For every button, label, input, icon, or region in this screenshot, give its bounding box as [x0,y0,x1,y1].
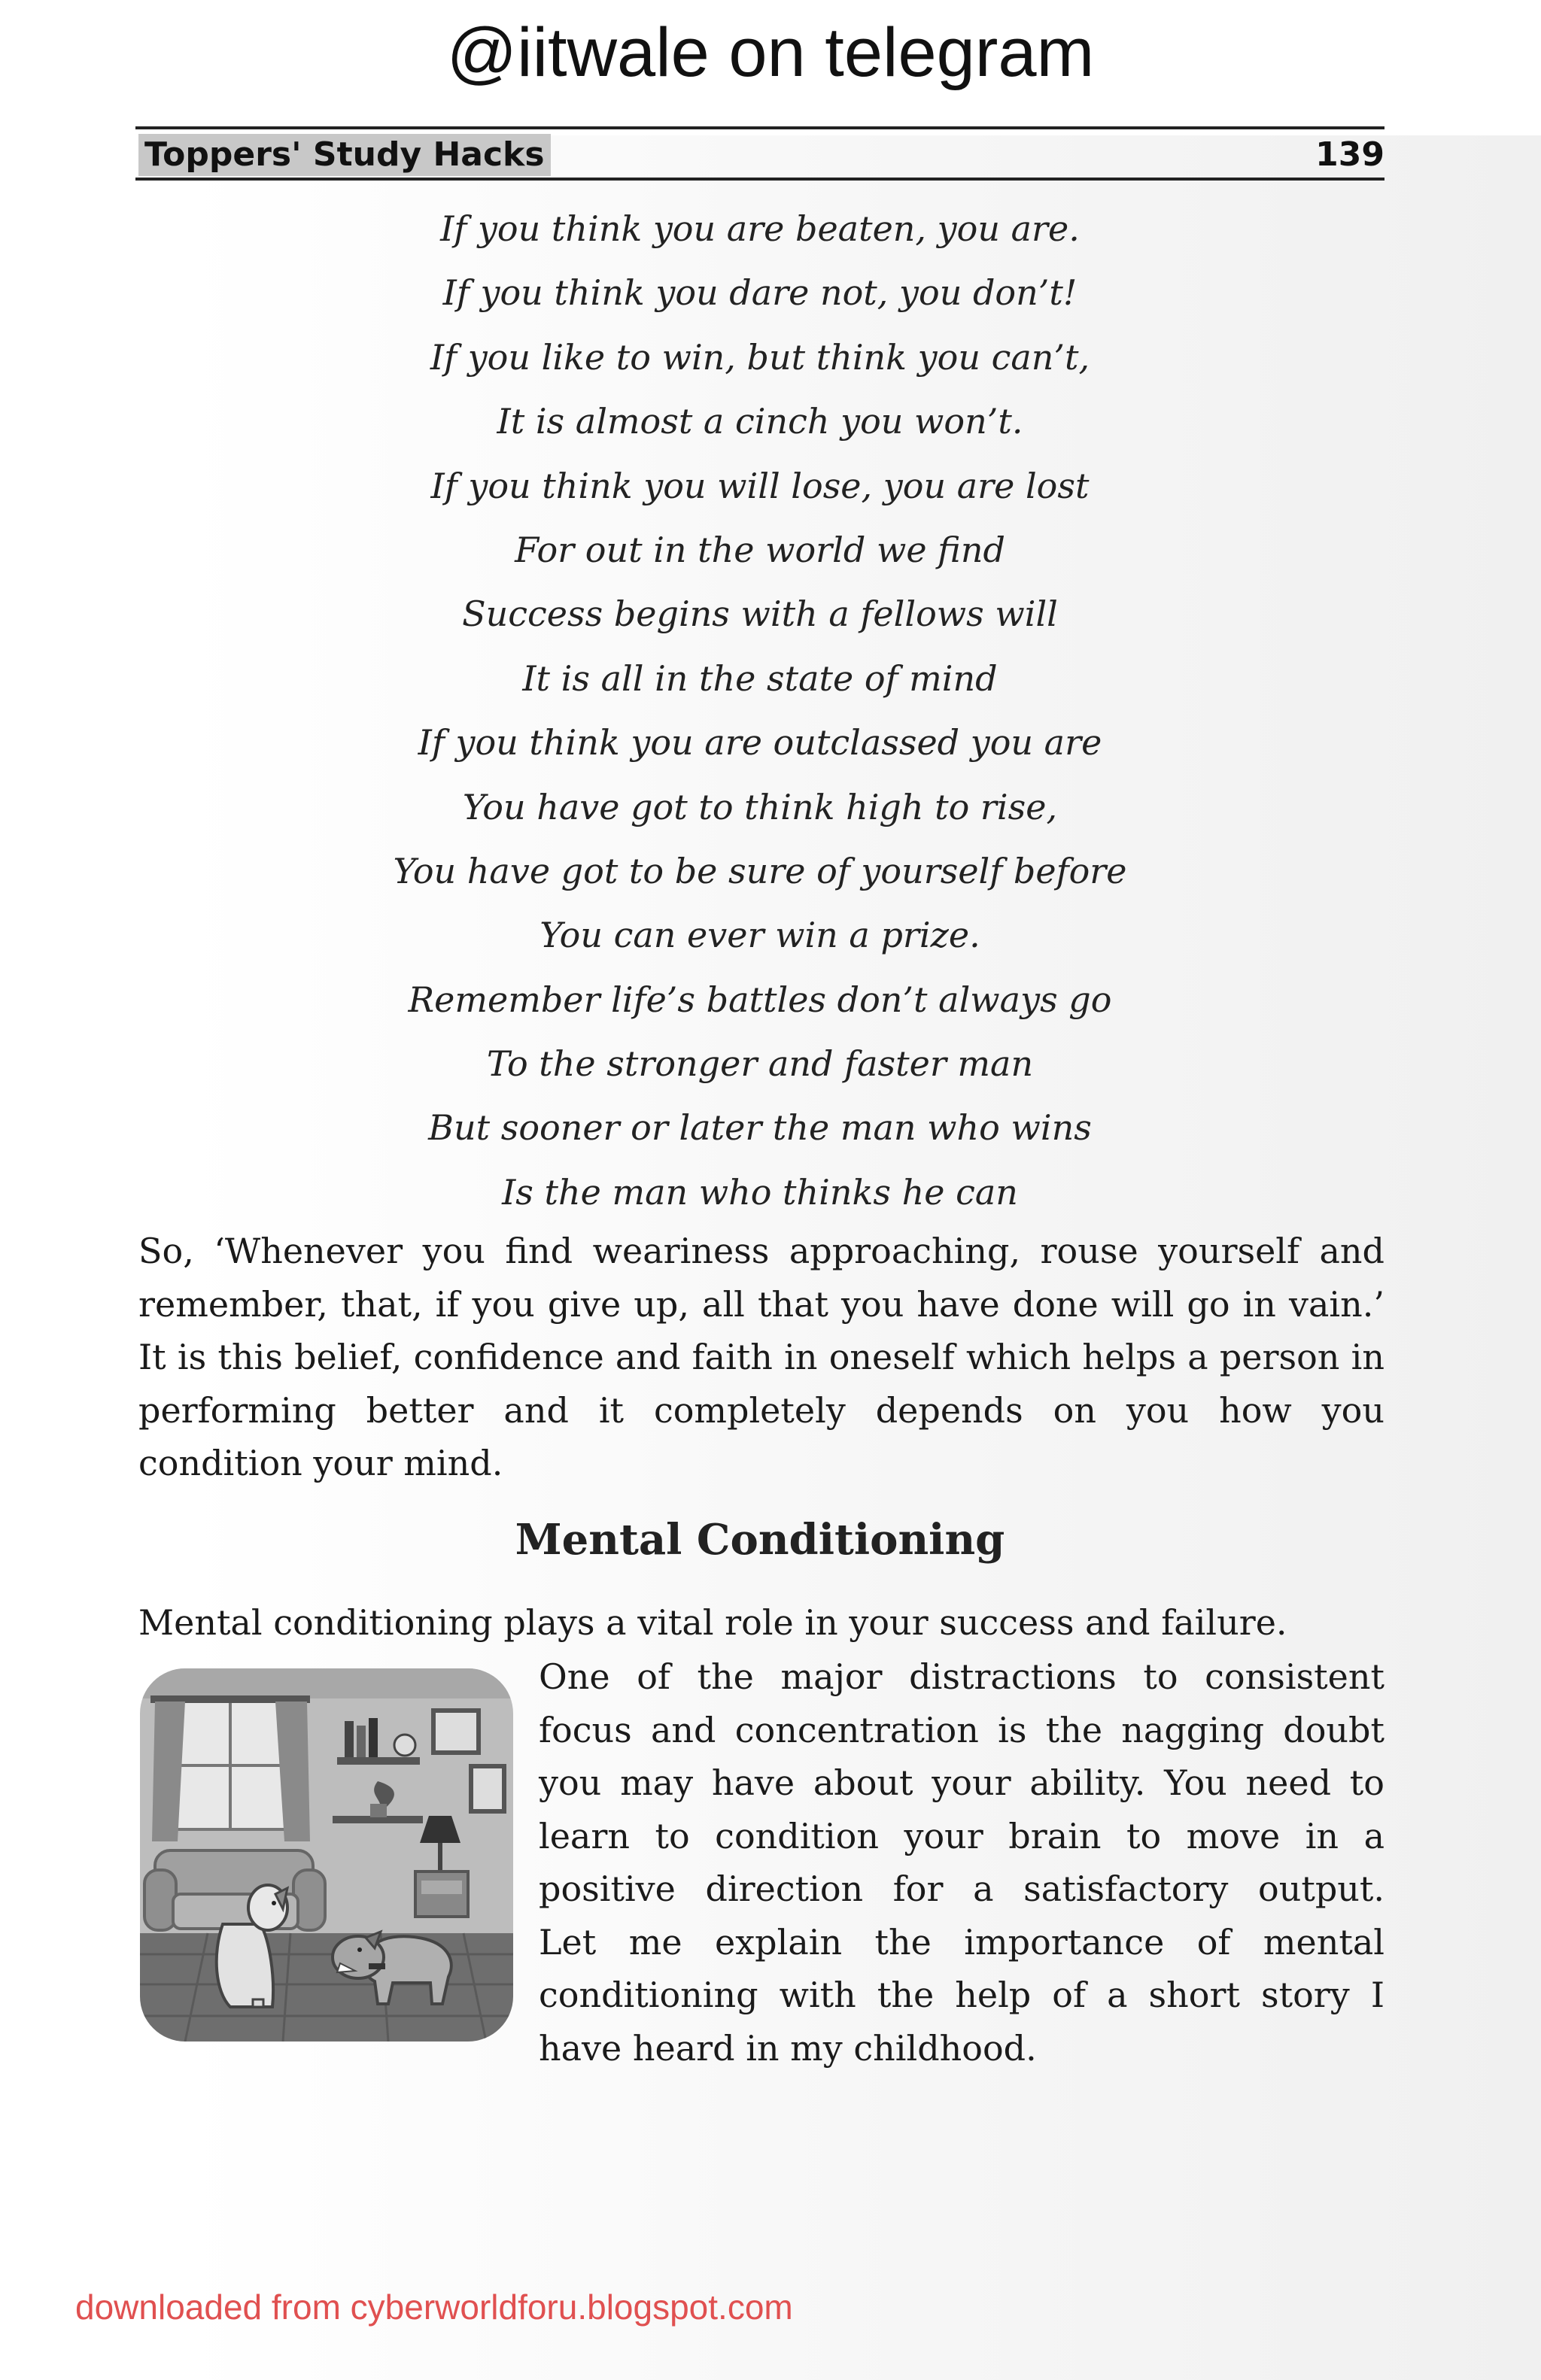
poem-line: If you like to win, but think you can’t, [430,336,1090,378]
paragraph-mental-conditioning [539,1650,1384,2075]
paragraph-mental-conditioning-first-line: Mental conditioning plays a vital role in your success and failure. [138,1602,1287,1643]
paragraph-line: have heard in my childhood. [539,2027,1037,2069]
poem-line: Is the man who thinks he can [502,1171,1018,1213]
poem-line: It is all in the state of mind [522,657,998,699]
poem-line: If you think you dare not, you don’t! [442,272,1077,314]
paragraph-line: Let me explain the importance of mental [539,1921,1384,1963]
living-room-dogs-illustration [140,1668,513,2042]
poem-line: For out in the world we find [515,529,1005,570]
running-head [135,126,1384,181]
poem-line: To the stronger and faster man [486,1043,1034,1085]
poem-line: You can ever win a prize. [540,915,980,956]
book-title: Toppers' Study Hacks [138,134,551,176]
poem-line: If you think you are outclassed you are [418,722,1102,763]
paragraph-belief: So, ‘Whenever you find weariness approaching, rouse yourself and remember, that, if you give up, all that you have done will go in vain.’ It is this belief, confidence and faith in oneself which helps a person in performing better and it completely depends on you how you condition your mind. [138,1231,1384,1483]
poem-line: If you think you are beaten, you are. [440,208,1080,249]
page-number: 139 [1315,135,1384,174]
poem-line: You have got to be sure of yourself before [393,850,1127,891]
section-heading: Mental Conditioning [515,1515,1005,1565]
poem-line: Remember life’s battles don’t always go [408,979,1112,1020]
paragraph-line: focus and concentration is the nagging doubt [539,1709,1384,1750]
watermark-bottom: downloaded from cyberworldforu.blogspot.com [75,2287,793,2327]
paragraph-line: learn to condition your brain to move in a [539,1815,1384,1856]
paragraph-line: you may have about your ability. You need to [539,1762,1384,1803]
poem-line: But sooner or later the man who wins [428,1107,1092,1149]
poem-line: If you think you will lose, you are lost [430,465,1090,506]
paragraph-line: positive direction for a satisfactory output. [539,1868,1384,1909]
poem [135,197,1384,1225]
poem-line: It is almost a cinch you won’t. [497,401,1023,442]
watermark-top: @iitwale on telegram [446,14,1095,91]
paragraph-line: One of the major distractions to consistent [539,1656,1384,1697]
paragraph-line: conditioning with the help of a short story I [539,1975,1384,2015]
poem-line: You have got to think high to rise, [462,786,1058,827]
poem-line: Success begins with a fellows will [462,593,1058,635]
